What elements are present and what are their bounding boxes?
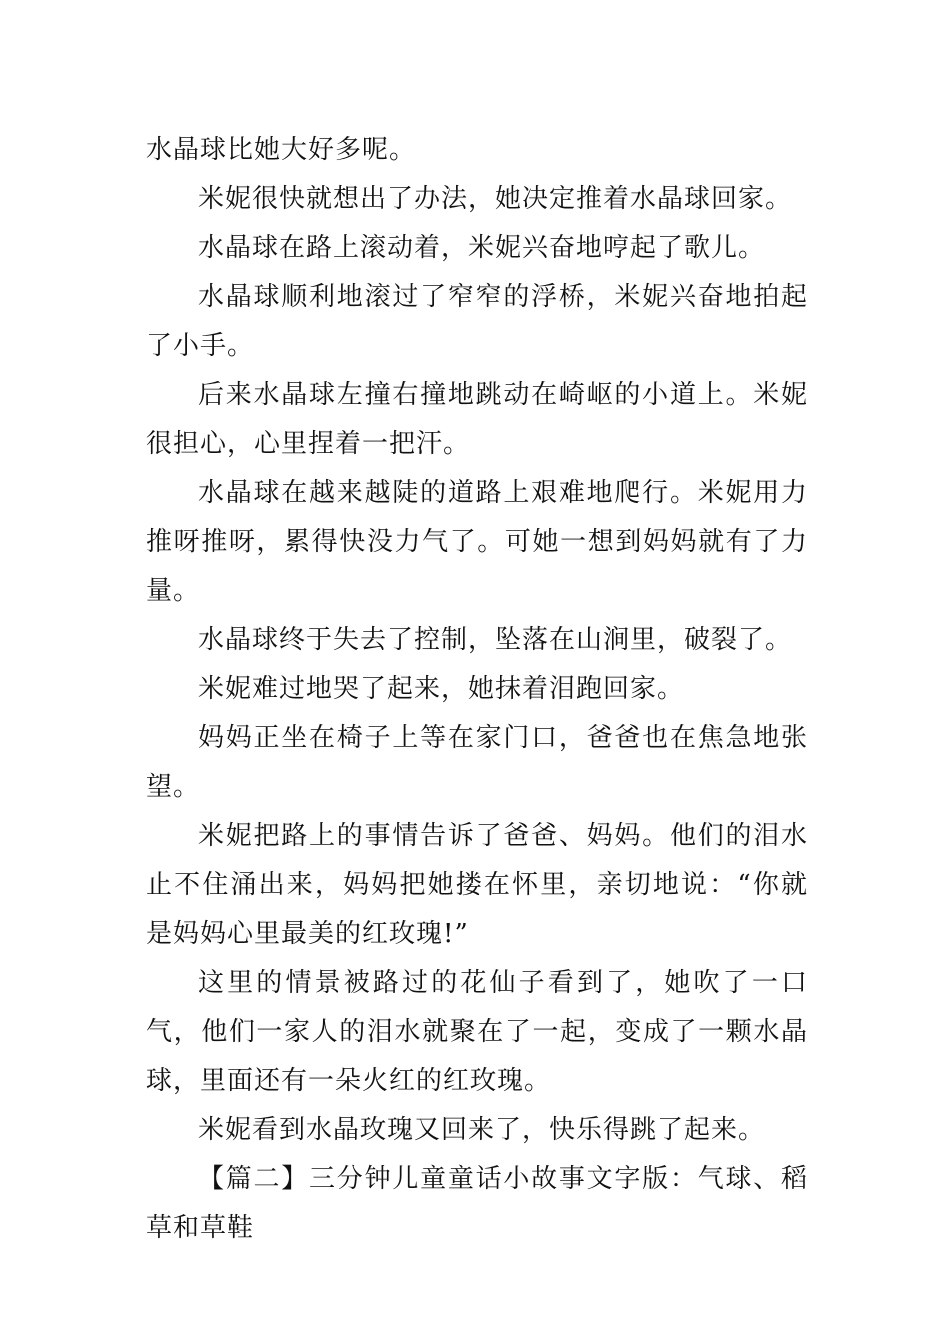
paragraph-12: 米妮看到水晶玫瑰又回来了，快乐得跳了起来。 — [198, 1115, 766, 1145]
section-heading: 【篇二】三分钟儿童童话小故事文字版：气球、稻草和草鞋 — [146, 1164, 808, 1243]
paragraph-5: 后来水晶球左撞右撞地跳动在崎岖的小道上。米妮很担心，心里捏着一把汗。 — [146, 380, 808, 459]
paragraph-8: 米妮难过地哭了起来，她抹着泪跑回家。 — [198, 674, 685, 704]
paragraph-4: 水晶球顺利地滚过了窄窄的浮桥，米妮兴奋地拍起了小手。 — [146, 282, 808, 361]
paragraph-9: 妈妈正坐在椅子上等在家门口，爸爸也在焦急地张望。 — [146, 723, 808, 802]
paragraph-2: 米妮很快就想出了办法，她决定推着水晶球回家。 — [198, 184, 793, 214]
paragraph-11: 这里的情景被路过的花仙子看到了，她吹了一口气，他们一家人的泪水就聚在了一起，变成了一颗水晶球，里面还有一朵火红的红玫瑰。 — [146, 968, 808, 1096]
document-body — [146, 126, 808, 1253]
paragraph-1: 水晶球比她大好多呢。 — [146, 135, 417, 165]
paragraph-3: 水晶球在路上滚动着，米妮兴奋地哼起了歌儿。 — [198, 233, 766, 263]
paragraph-10: 米妮把路上的事情告诉了爸爸、妈妈。他们的泪水止不住涌出来，妈妈把她搂在怀里，亲切地说：“你就是妈妈心里最美的红玫瑰!” — [146, 821, 808, 949]
paragraph-6: 水晶球在越来越陡的道路上艰难地爬行。米妮用力推呀推呀，累得快没力气了。可她一想到妈妈就有了力量。 — [146, 478, 808, 606]
paragraph-7: 水晶球终于失去了控制，坠落在山涧里，破裂了。 — [198, 625, 793, 655]
